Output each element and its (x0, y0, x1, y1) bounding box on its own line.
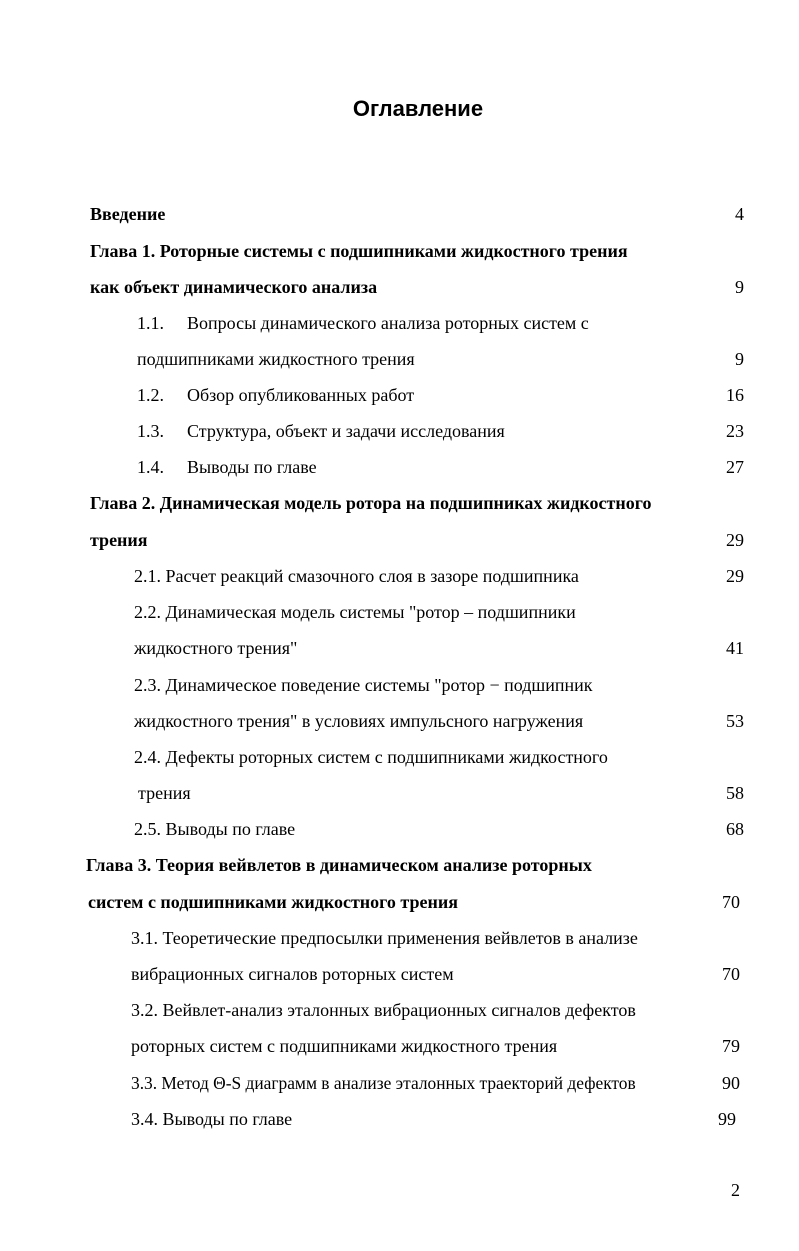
toc-page: 9 (735, 349, 744, 369)
toc-page: 41 (726, 638, 744, 658)
toc-entry-1-1-cont: подшипниками жидкостного трения (137, 349, 415, 369)
toc-page: 9 (735, 277, 744, 297)
toc-entry-chapter-2: Глава 2. Динамическая модель ротора на подшипниках жидкостного (90, 493, 652, 513)
toc-page: 90 (722, 1073, 740, 1093)
toc-page: 16 (726, 385, 744, 405)
toc-page: 23 (726, 421, 744, 441)
toc-entry-2-2-cont: жидкостного трения" (134, 638, 298, 658)
toc-page: 27 (726, 457, 744, 477)
section-title: Обзор опубликованных работ (187, 385, 415, 405)
toc-page: 53 (726, 711, 744, 731)
page-number: 2 (731, 1180, 740, 1200)
toc-entry-3-3: 3.3. Метод Θ-S диаграмм в анализе эталонных траекторий дефектов (131, 1073, 636, 1093)
toc-entry-chapter-1: Глава 1. Роторные системы с подшипниками жидкостного трения (90, 241, 628, 261)
toc-entry-2-4: 2.4. Дефекты роторных систем с подшипниками жидкостного (134, 747, 608, 767)
toc-page: 29 (726, 530, 744, 550)
toc-entry-3-2-cont: роторных систем с подшипниками жидкостного трения (131, 1036, 558, 1056)
section-number: 1.2. (137, 385, 164, 405)
toc-entry-3-2: 3.2. Вейвлет-анализ эталонных вибрационных сигналов дефектов (131, 1000, 636, 1020)
toc-entry-2-1: 2.1. Расчет реакций смазочного слоя в зазоре подшипника (134, 566, 579, 586)
toc-entry-1-1 (137, 312, 589, 334)
toc-entry-1-2 (137, 384, 414, 406)
toc-entry-introduction: Введение (90, 204, 166, 224)
section-number: 1.3. (137, 421, 164, 441)
toc-entry-chapter-3: Глава 3. Теория вейвлетов в динамическом анализе роторных (86, 855, 592, 875)
toc-entry-3-1: 3.1. Теоретические предпосылки применения вейвлетов в анализе (131, 928, 638, 948)
toc-entry-2-3: 2.3. Динамическое поведение системы "ротор − подшипник (134, 675, 593, 695)
section-title: Структура, объект и задачи исследования (187, 421, 505, 441)
toc-entry-chapter-2-cont: трения (90, 530, 148, 550)
toc-entry-1-4 (137, 456, 317, 478)
toc-page: 4 (735, 204, 744, 224)
page-title: Оглавление (352, 96, 484, 121)
toc-page: 99 (718, 1109, 736, 1129)
section-number: 1.1. (137, 313, 164, 333)
toc-entry-2-4-cont: трения (138, 783, 191, 803)
toc-entry-1-3 (137, 420, 505, 442)
toc-entry-3-4: 3.4. Выводы по главе (131, 1109, 293, 1129)
toc-page: 68 (726, 819, 744, 839)
toc-page: 58 (726, 783, 744, 803)
section-number: 1.4. (137, 457, 164, 477)
toc-entry-2-2: 2.2. Динамическая модель системы "ротор – подшипники (134, 602, 576, 622)
toc-entry-3-1-cont: вибрационных сигналов роторных систем (131, 964, 454, 984)
toc-page: 79 (722, 1036, 740, 1056)
toc-page: 70 (722, 892, 740, 912)
toc-entry-2-5: 2.5. Выводы по главе (134, 819, 296, 839)
toc-entry-2-3-cont: жидкостного трения" в условиях импульсного нагружения (134, 711, 584, 731)
toc-page: 29 (726, 566, 744, 586)
section-title: Вопросы динамического анализа роторных систем с (187, 313, 589, 333)
toc-entry-chapter-1-cont: как объект динамического анализа (90, 277, 378, 297)
toc-entry-chapter-3-cont: систем с подшипниками жидкостного трения (88, 892, 458, 912)
toc-page: 70 (722, 964, 740, 984)
section-title: Выводы по главе (187, 457, 317, 477)
